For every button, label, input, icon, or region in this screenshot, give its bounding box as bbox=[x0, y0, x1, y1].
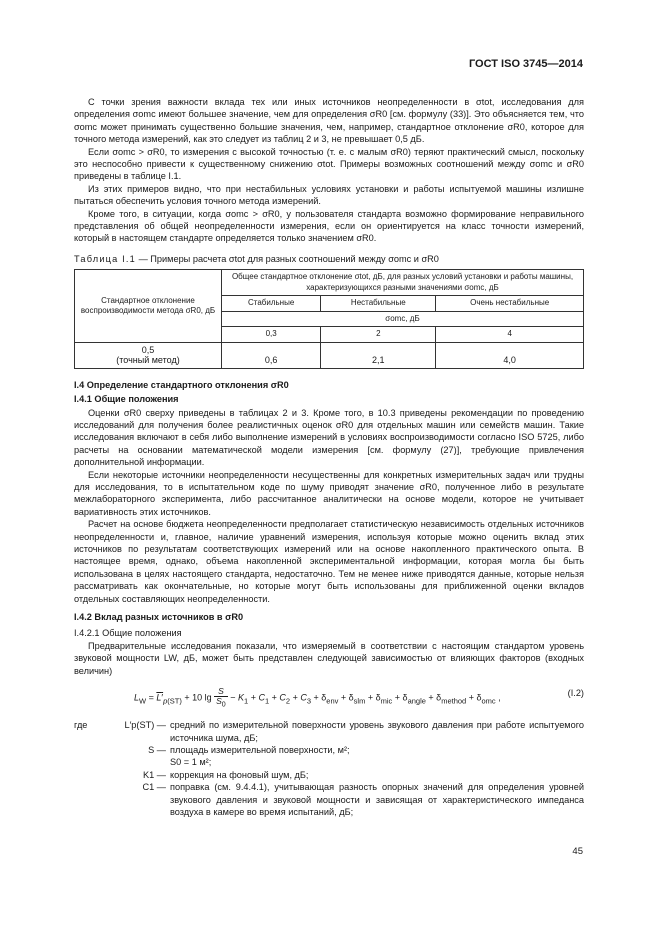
omc-value: 0,3 bbox=[222, 327, 321, 343]
formula-expression: $L_W = L'_{p(ST)} + 10$ $\lg \frac{S}{S_0} - K_1 + C_1 + C_2 + C_3 + \delta_{env} + \delta_{slm} + \delta_{mic} + \delta_{angle} + \delta_{method} + \delta_{omc}$ , bbox=[134, 686, 501, 709]
table-i1 bbox=[74, 269, 584, 369]
row-label bbox=[75, 342, 222, 368]
definition-item bbox=[74, 744, 584, 756]
table-caption-text: — Примеры расчета σtot для разных соотношений между σomc и σR0 bbox=[138, 253, 439, 264]
definition-item bbox=[74, 719, 584, 744]
definition-symbol: L′p(ST) — bbox=[124, 720, 166, 731]
definition-text: S0 = 1 м²; bbox=[170, 757, 212, 768]
table-cell: 2,1 bbox=[321, 342, 436, 368]
omc-value: 4 bbox=[436, 327, 584, 343]
definition-symbol bbox=[106, 756, 170, 768]
row-label-value: 0,5 bbox=[141, 344, 155, 355]
row-label-note: (точный метод) bbox=[116, 355, 180, 366]
paragraph: Из этих примеров видно, что при нестабильных условиях установки и работы испытуемой машины излишне пытаться обеспечить условия точного метода измерений. bbox=[74, 183, 584, 207]
condition-stable: Стабильные bbox=[222, 296, 321, 312]
paragraph: Оценки σR0 сверху приведены в таблицах 2 и 3. Кроме того, в 10.3 приведены рекомендации по проведению исследований для получения более реалистичных оценок σR0 для отдельных машин или семейств машин. Такие исследования включают в себя либо выполнение измерений в условиях воспроизводимости согласно ISO 5725, либо расчеты на основании математической модели измерения [см. формулу (27)], требующие привлечения дополнительной информации. bbox=[74, 407, 584, 468]
definition-symbol: S — bbox=[148, 744, 166, 755]
table-caption bbox=[74, 253, 584, 265]
section-heading: I.4 Определение стандартного отклонения σR0 bbox=[74, 379, 289, 390]
subsection-heading: I.4.1 Общие положения bbox=[74, 394, 179, 405]
subsection-heading: I.4.2 Вклад разных источников в σR0 bbox=[74, 612, 244, 623]
subsubsection-heading: I.4.2.1 Общие положения bbox=[74, 627, 182, 638]
where-label: где bbox=[74, 720, 88, 731]
formula-number: (I.2) bbox=[567, 688, 584, 699]
definition-item bbox=[74, 756, 584, 768]
paragraph: Предварительные исследования показали, что измеряемый в соответствии с настоящим стандартом уровень звуковой мощности LW, дБ, может быть представлен следующей зависимостью от влияющих факторов (входных величин) bbox=[74, 640, 584, 676]
definition-text: площадь измерительной поверхности, м²; bbox=[170, 744, 350, 755]
group-header: Общее стандартное отклонение σtot, дБ, для разных условий установки и работы машины, характеризующихся разными значениями σomc, дБ bbox=[222, 270, 584, 296]
page-content bbox=[74, 96, 584, 818]
document-header: ГОСТ ISO 3745—2014 bbox=[468, 58, 583, 70]
table-cell: 4,0 bbox=[436, 342, 584, 368]
paragraph: Расчет на основе бюджета неопределенности предполагает статистическую независимость отдельных источников неопределенности и, главное, наличие уравнений измерения, используя которые можно оценить вклад этих источников по результатам соответствующих измерений или на основе накопленного практического опыта. В настоящее время, однако, объема накопленной экспериментальной информации, которая могла бы быть использована в целях настоящего стандарта, недостаточно. Тем не менее ниже приводятся данные, которые нельзя рассматривать как окончательные, но которые могут быть использованы для приближенной оценки вкладов отдельных составляющих неопределенности. bbox=[74, 519, 584, 604]
table-cell: 0,6 bbox=[222, 342, 321, 368]
definition-text: средний по измерительной поверхности уровень звукового давления при работе испытуемого источника шума, дБ; bbox=[170, 720, 584, 743]
omc-value: 2 bbox=[321, 327, 436, 343]
paragraph: Кроме того, в ситуации, когда σomc > σR0, у пользователя стандарта возможно формирование неправильного представления об общей неопределенности измерения, если он ориентируется на класс точности измерений, который в настоящем стандарте определяется только значением σR0. bbox=[74, 208, 584, 244]
definition-text: коррекция на фоновый шум, дБ; bbox=[170, 769, 309, 780]
paragraph: С точки зрения важности вклада тех или иных источников неопределенности в σtot, исследования для определения σomc имеют большее значение, чем для определения σR0 [см. формулу (33)]. Это объясняется тем, что σomc может принимать существенно большие значения, чем, например, стандартное отклонение σR0, которое для точного метода измерений, как это следует из таблиц 2 и 3, не превышает 0,5 дБ. bbox=[74, 97, 584, 145]
definition-item bbox=[74, 769, 584, 781]
page-number: 45 bbox=[572, 846, 583, 857]
definition-symbol: C1 — bbox=[142, 782, 166, 793]
omc-label: σomc, дБ bbox=[222, 311, 584, 327]
paragraph: Если σomc > σR0, то измерения с высокой точностью (т. е. с малым σR0) теряют практический смысл, поскольку это неспособно привести к существенному снижению σtot. Примеры возможных соотношений между σomc и σR0 приведены в таблице I.1. bbox=[74, 146, 584, 182]
definition-symbol: K1 — bbox=[143, 769, 166, 780]
col-header-sigma-r0: Стандартное отклонение воспроизводимости метода σR0, дБ bbox=[75, 270, 222, 343]
paragraph: Если некоторые источники неопределенности несущественны для конкретных измерительных задач или трудны для исследования, то в испытательном коде по шуму приводят значение σR0, полученное либо в результате межлабораторного эксперимента, либо рассчитанное аналитически на основе модели, которое не учитывает вариативность этих источников. bbox=[74, 469, 584, 517]
definition-text: поправка (см. 9.4.4.1), учитывающая разность опорных значений для определения уровней звукового давления и звуковой мощности и зависящая от характеристического импеданса воздуха в камере во время испытаний, дБ; bbox=[170, 782, 584, 817]
formula-i2 bbox=[74, 683, 584, 713]
definitions-list bbox=[74, 719, 584, 818]
condition-unstable: Нестабильные bbox=[321, 296, 436, 312]
condition-very-unstable: Очень нестабильные bbox=[436, 296, 584, 312]
definition-item bbox=[74, 781, 584, 818]
table-caption-label: Таблица I.1 bbox=[74, 253, 136, 264]
